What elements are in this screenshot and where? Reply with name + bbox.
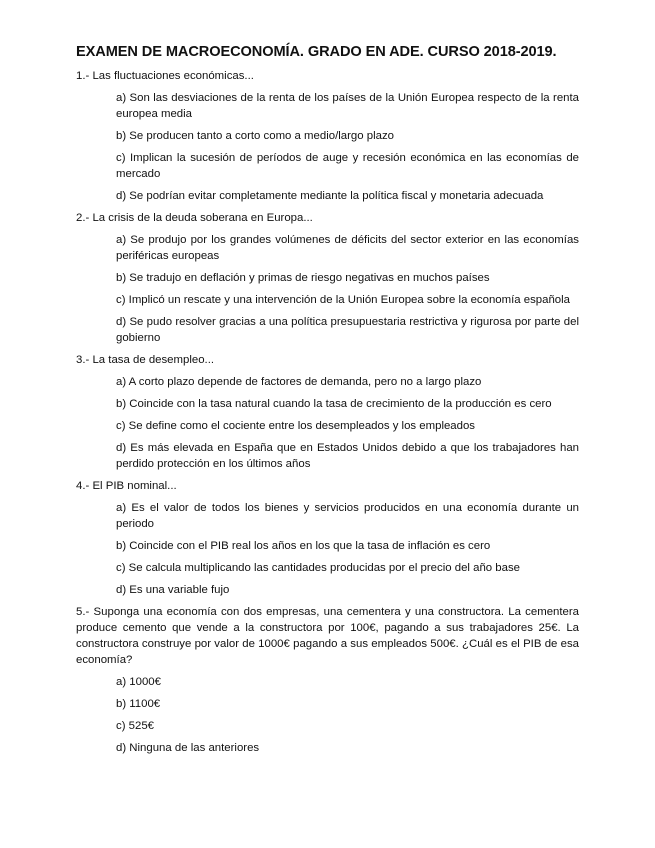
option-list bbox=[76, 674, 579, 756]
question-4 bbox=[76, 478, 579, 598]
option-d: d) Es una variable fujo bbox=[116, 584, 230, 596]
option-b: b) Se tradujo en deflación y primas de riesgo negativas en muchos países bbox=[116, 272, 490, 284]
exam-title: EXAMEN DE MACROECONOMÍA. GRADO EN ADE. CURSO 2018-2019. bbox=[76, 44, 557, 60]
question-stem: 3.- La tasa de desempleo... bbox=[76, 354, 215, 366]
option-d: d) Se pudo resolver gracias a una política presupuestaria restrictiva y rigurosa por parte del gobierno bbox=[116, 316, 579, 344]
option-a: a) Se produjo por los grandes volúmenes de déficits del sector exterior en las economías periféricas europeas bbox=[116, 234, 579, 262]
question-5 bbox=[76, 604, 579, 756]
option-list bbox=[76, 374, 579, 472]
option-b: b) Se producen tanto a corto como a medio/largo plazo bbox=[116, 130, 394, 142]
option-b: b) Coincide con el PIB real los años en los que la tasa de inflación es cero bbox=[116, 540, 491, 552]
option-a: a) 1000€ bbox=[116, 676, 161, 688]
option-c: c) Implicó un rescate y una intervención de la Unión Europea sobre la economía española bbox=[116, 294, 570, 306]
option-b: b) 1100€ bbox=[116, 698, 161, 710]
option-d: d) Ninguna de las anteriores bbox=[116, 742, 260, 754]
question-stem: 1.- Las fluctuaciones económicas... bbox=[76, 70, 254, 82]
option-c: c) Implican la sucesión de períodos de auge y recesión económica en las economías de mercado bbox=[116, 152, 579, 180]
question-1 bbox=[76, 68, 579, 204]
question-stem: 5.- Suponga una economía con dos empresas, una cementera y una constructora. La cementera produce cemento que vende a la constructora por 100€, pagando a sus trabajadores 25€. La constructora construye por valor de 1000€ pagando a sus empleados 500€. ¿Cuál es el PIB de esa economía? bbox=[76, 606, 579, 666]
option-a: a) Son las desviaciones de la renta de los países de la Unión Europea respecto de la renta europea media bbox=[116, 92, 579, 120]
option-d: d) Es más elevada en España que en Estados Unidos debido a que los trabajadores han perdido protección en los últimos años bbox=[116, 442, 579, 470]
question-2 bbox=[76, 210, 579, 346]
option-list bbox=[76, 90, 579, 204]
question-3 bbox=[76, 352, 579, 472]
option-c: c) Se define como el cociente entre los desempleados y los empleados bbox=[116, 420, 476, 432]
option-a: a) Es el valor de todos los bienes y servicios producidos en una economía durante un periodo bbox=[116, 502, 579, 530]
option-list bbox=[76, 232, 579, 346]
option-b: b) Coincide con la tasa natural cuando la tasa de crecimiento de la producción es cero bbox=[116, 398, 552, 410]
option-d: d) Se podrían evitar completamente mediante la política fiscal y monetaria adecuada bbox=[116, 190, 544, 202]
question-stem: 2.- La crisis de la deuda soberana en Europa... bbox=[76, 212, 313, 224]
option-list bbox=[76, 500, 579, 598]
option-a: a) A corto plazo depende de factores de demanda, pero no a largo plazo bbox=[116, 376, 482, 388]
option-c: c) 525€ bbox=[116, 720, 154, 732]
question-stem: 4.- El PIB nominal... bbox=[76, 480, 177, 492]
option-c: c) Se calcula multiplicando las cantidades producidas por el precio del año base bbox=[116, 562, 520, 574]
